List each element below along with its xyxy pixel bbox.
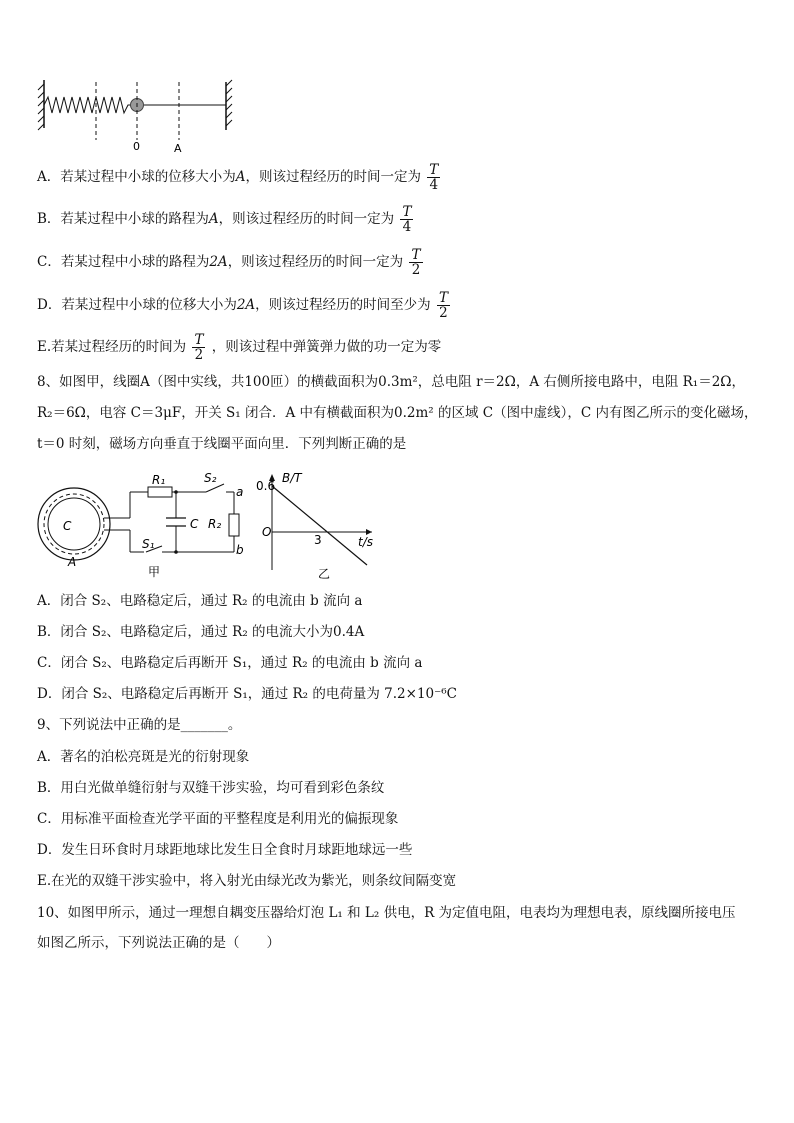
q8-stem-line-3: t＝0 时刻，磁场方向垂直于线圈平面向里．下列判断正确的是 bbox=[37, 436, 407, 452]
b-t-graph-yi bbox=[256, 470, 392, 581]
q10-stem-line-2: 如图乙所示，下列说法正确的是（ ） bbox=[37, 935, 280, 951]
q9-option-b: B．用白光做单缝衍射与双缝干涉实验，均可看到彩色条纹 bbox=[37, 780, 385, 796]
label-r1: R₁ bbox=[152, 473, 166, 487]
label-0-6: 0.6 bbox=[256, 479, 276, 493]
q7-option-b: B．若某过程中小球的路程为A，则该过程经历的时间一定为 $\frac{T}{4}$ bbox=[37, 204, 412, 235]
q8-stem-line-1: 8、如图甲，线圈A（图中实线，共100匝）的横截面积为0.3m²，总电阻 r＝2Ω，A 右侧所接电路中，电阻 R₁＝2Ω， bbox=[37, 374, 746, 390]
q7-option-d: D．若某过程中小球的位移大小为2A，则该过程经历的时间至少为 $\frac{T}{2}$ bbox=[37, 290, 448, 321]
circuit-figure-jia bbox=[38, 470, 263, 582]
label-origin: O bbox=[262, 525, 272, 539]
label-jia: 甲 bbox=[148, 565, 161, 579]
spring-oscillator-figure bbox=[38, 78, 248, 156]
q8-option-a: A．闭合 S₂、电路稳定后，通过 R₂ 的电流由 b 流向 a bbox=[37, 593, 363, 609]
q8-option-c: C．闭合 S₂、电路稳定后再断开 S₁，通过 R₂ 的电流由 b 流向 a bbox=[37, 655, 423, 671]
label-bt: B/T bbox=[282, 471, 302, 485]
q8-option-d: D．闭合 S₂、电路稳定后再断开 S₁，通过 R₂ 的电荷量为 7.2×10⁻⁶C bbox=[37, 686, 458, 702]
label-a: a bbox=[236, 485, 244, 499]
label-c-capacitor: C bbox=[190, 517, 199, 531]
q9-stem: 9、下列说法中正确的是_______。 bbox=[37, 717, 242, 733]
q7-option-e: E.若某过程经历的时间为 $\frac{T}{2}$ ，则该过程中弹簧弹力做的功一定为零 bbox=[37, 332, 442, 363]
fraction-t-over-4: $\frac{T}{4}$ bbox=[402, 204, 412, 235]
q10-stem-line-1: 10、如图甲所示，通过一理想自耦变压器给灯泡 L₁ 和 L₂ 供电，R 为定值电阻，电表均为理想电表，原线圈所接电压 bbox=[37, 905, 736, 921]
fraction-t-over-2: $\frac{T}{2}$ bbox=[438, 290, 448, 321]
q7-option-a: A．若某过程中小球的位移大小为A，则该过程经历的时间一定为 $\frac{T}{4}$ bbox=[37, 162, 439, 193]
q9-option-e: E.在光的双缝干涉实验中，将入射光由绿光改为紫光，则条纹间隔变宽 bbox=[37, 873, 457, 889]
fraction-t-over-2: $\frac{T}{2}$ bbox=[194, 332, 204, 363]
fraction-t-over-4: $\frac{T}{4}$ bbox=[429, 162, 439, 193]
label-coil-a: A bbox=[68, 555, 77, 569]
q7-option-c: C．若某过程中小球的路程为2A，则该过程经历的时间一定为 $\frac{T}{2}$ bbox=[37, 247, 421, 278]
q8-stem-line-2: R₂＝6Ω，电容 C＝3μF，开关 S₁ 闭合．A 中有横截面积为0.2m² 的区域 C（图中虚线），C 内有图乙所示的变化磁场， bbox=[37, 405, 758, 421]
label-c-region: C bbox=[63, 519, 72, 533]
label-a: A bbox=[174, 142, 182, 155]
q9-option-c: C．用标准平面检查光学平面的平整程度是利用光的偏振现象 bbox=[37, 811, 399, 827]
q9-option-d: D．发生日环食时月球距地球比发生日全食时月球距地球远一些 bbox=[37, 842, 413, 858]
label-ts: t/s bbox=[358, 535, 373, 549]
label-o: 0 bbox=[133, 140, 140, 153]
label-yi: 乙 bbox=[318, 567, 331, 581]
label-s1: S₁ bbox=[142, 537, 155, 551]
label-s2: S₂ bbox=[204, 471, 217, 485]
q8-option-b: B．闭合 S₂、电路稳定后，通过 R₂ 的电流大小为0.4A bbox=[37, 624, 365, 640]
q9-option-a: A．著名的泊松亮斑是光的衍射现象 bbox=[37, 749, 250, 765]
label-r2: R₂ bbox=[208, 517, 222, 531]
label-b: b bbox=[236, 543, 244, 557]
fraction-t-over-2: $\frac{T}{2}$ bbox=[411, 247, 421, 278]
label-3: 3 bbox=[314, 533, 322, 547]
